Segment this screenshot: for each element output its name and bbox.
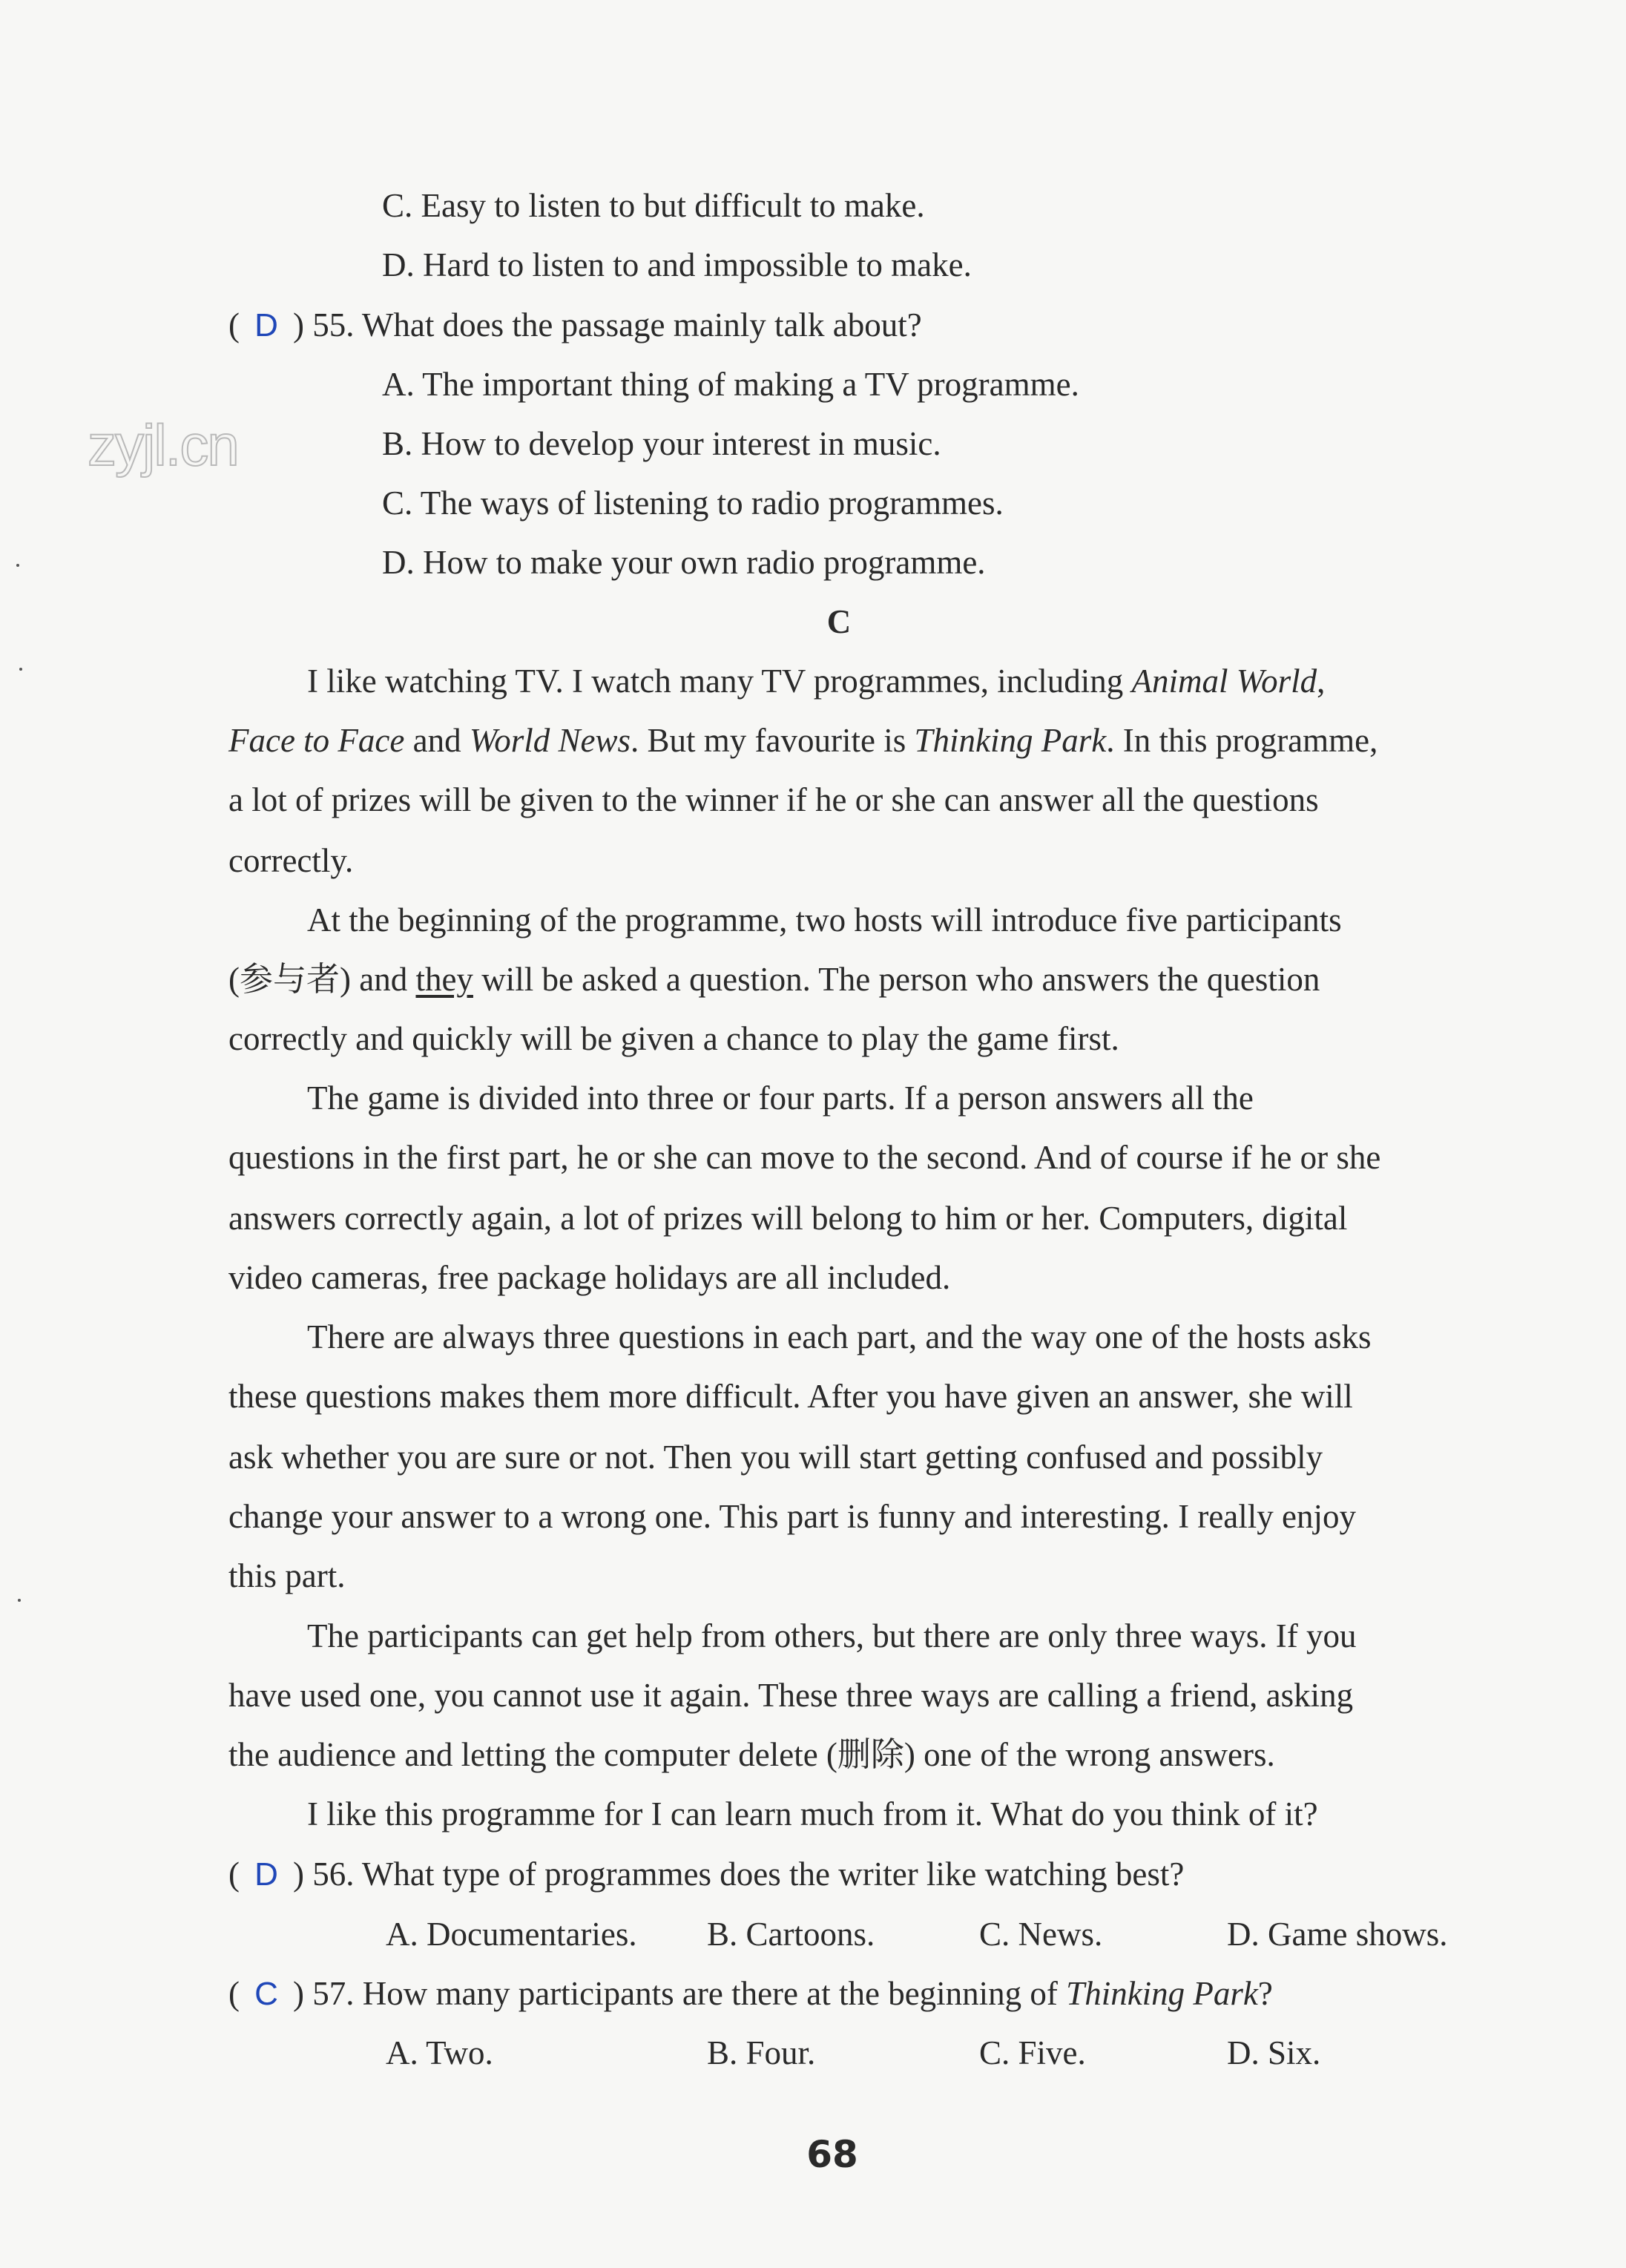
passage-p1-line2: Face to Face and World News. But my favourite is Thinking Park. In this programme, — [228, 722, 1378, 759]
page-number: 68 — [806, 2133, 858, 2176]
q55-option-b: B. How to develop your interest in music. — [382, 425, 941, 462]
passage-p1-line3: a lot of prizes will be given to the winner if he or she can answer all the questions — [228, 781, 1319, 818]
passage-p4-line5: this part. — [228, 1557, 346, 1594]
passage-p5-line3: the audience and letting the computer delete (删除) one of the wrong answers. — [228, 1736, 1275, 1773]
q56-option-d: D. Game shows. — [1227, 1916, 1448, 1953]
answer-bracket-open: ( — [228, 306, 240, 344]
q54-option-c: C. Easy to listen to but difficult to make. — [382, 187, 925, 224]
passage-p2-line1: At the beginning of the programme, two hosts will introduce five participants — [307, 901, 1342, 939]
q55-answer: D — [254, 307, 278, 344]
q55-option-a: A. The important thing of making a TV programme. — [382, 366, 1079, 403]
q56-stem: ) 56. What type of programmes does the writer like watching best? — [293, 1856, 1185, 1893]
q57-answer: C — [254, 1976, 278, 2012]
passage-p3-line4: video cameras, free package holidays are all included. — [228, 1259, 951, 1296]
watermark: zyjl.cn — [88, 412, 238, 478]
answer-bracket-open: ( — [228, 1975, 240, 2012]
answer-bracket-open: ( — [228, 1856, 240, 1893]
passage-p3-line2: questions in the first part, he or she can move to the second. And of course if he or she — [228, 1139, 1381, 1176]
q55-option-d: D. How to make your own radio programme. — [382, 544, 986, 581]
section-heading: C — [826, 603, 852, 640]
q55-stem: ) 55. What does the passage mainly talk about? — [293, 306, 922, 344]
q56-option-c: C. News. — [979, 1916, 1103, 1953]
q57-option-c: C. Five. — [979, 2034, 1086, 2071]
scan-speck — [18, 1599, 21, 1602]
passage-p5-line2: have used one, you cannot use it again. These three ways are calling a friend, asking — [228, 1677, 1354, 1714]
q57-option-d: D. Six. — [1227, 2034, 1321, 2071]
question-55 — [228, 303, 922, 348]
passage-p2-line3: correctly and quickly will be given a chance to play the game first. — [228, 1020, 1119, 1057]
q56-option-a: A. Documentaries. — [386, 1916, 637, 1953]
passage-p5-line1: The participants can get help from others, but there are only three ways. If you — [307, 1617, 1357, 1654]
q54-option-d: D. Hard to listen to and impossible to make. — [382, 246, 972, 283]
q56-answer: D — [254, 1856, 278, 1893]
passage-p3-line1: The game is divided into three or four parts. If a person answers all the — [307, 1079, 1254, 1117]
passage-p4-line2: these questions makes them more difficult. After you have given an answer, she will — [228, 1378, 1353, 1415]
passage-p3-line3: answers correctly again, a lot of prizes will belong to him or her. Computers, digital — [228, 1200, 1348, 1237]
q57-option-a: A. Two. — [386, 2034, 493, 2071]
scan-speck — [19, 668, 22, 671]
question-57: ( C ) 57. How many participants are there at the beginning of Thinking Park? — [228, 1971, 1273, 2016]
q56-option-b: B. Cartoons. — [707, 1916, 875, 1953]
underlined-word: they — [415, 961, 473, 998]
passage-p4-line4: change your answer to a wrong one. This part is funny and interesting. I really enjoy — [228, 1498, 1357, 1535]
question-56 — [228, 1852, 1184, 1897]
passage-p4-line1: There are always three questions in each part, and the way one of the hosts asks — [307, 1318, 1372, 1355]
q55-option-c: C. The ways of listening to radio programmes. — [382, 484, 1004, 522]
q57-option-b: B. Four. — [707, 2034, 816, 2071]
passage-p1-line4: correctly. — [228, 842, 354, 879]
passage-p6-line1: I like this programme for I can learn much from it. What do you think of it? — [307, 1795, 1318, 1833]
passage-p1-line1: I like watching TV. I watch many TV programmes, including Animal World, — [307, 663, 1326, 700]
passage-p2-line2: (参与者) and they will be asked a question. The person who answers the question — [228, 961, 1320, 998]
passage-p4-line3: ask whether you are sure or not. Then you will start getting confused and possibly — [228, 1439, 1323, 1476]
scan-speck — [16, 564, 19, 567]
